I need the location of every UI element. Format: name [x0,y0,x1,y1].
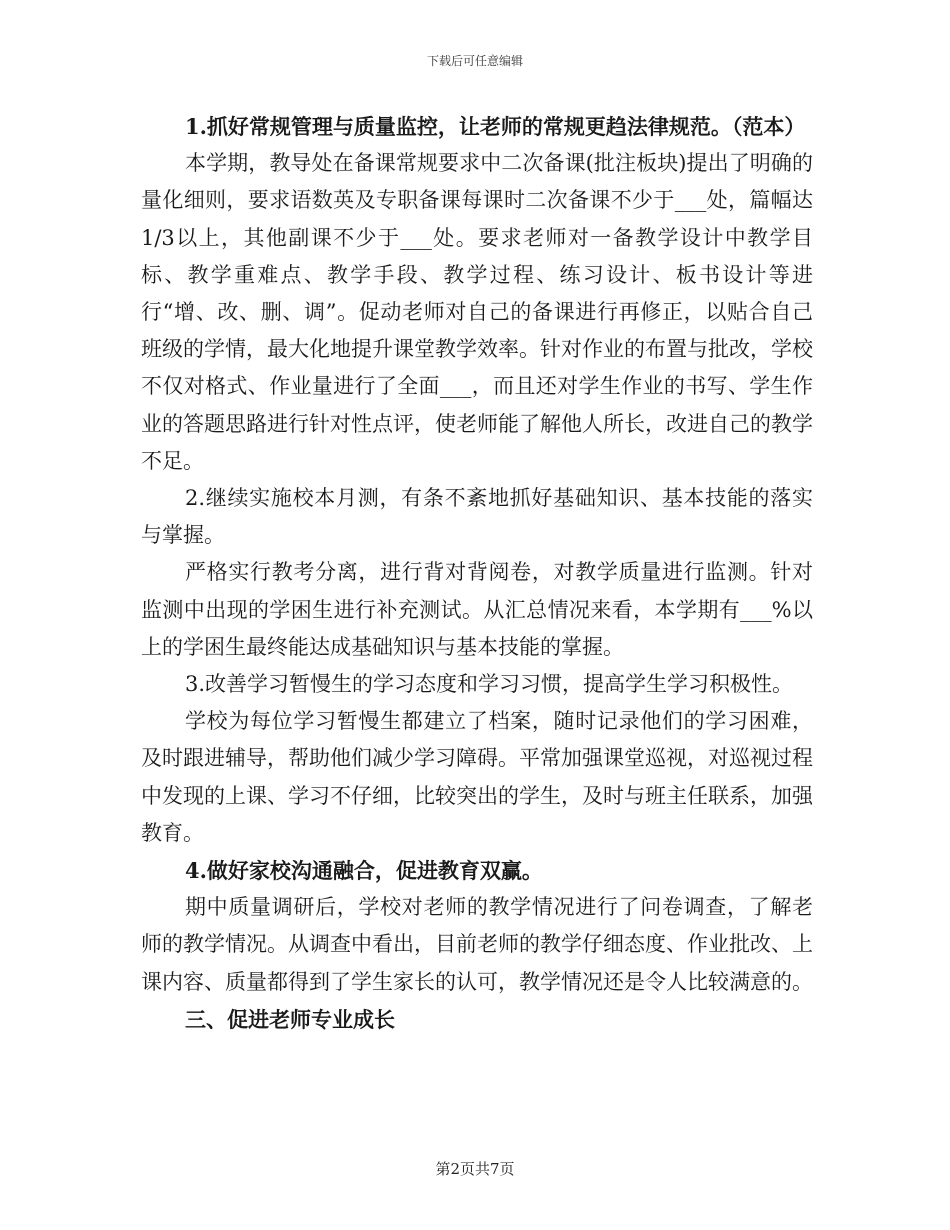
section-heading-4: 4.做好家校沟通融合，促进教育双赢。 [185,858,543,884]
body-paragraph-1: 本学期，教导处在备课常规要求中二次备课(批注板块)提出了明确的量化细则，要求语数英及专职备课每课时二次备课不少于___处，篇幅达1/3以上，其他副课不少于___处。要求老师对一备教学设计中教学目标、教学重难点、教学手段、教学过程、练习设计、板书设计等进行“增、改、删、调”。促动老师对自己的备课进行再修正，以贴合自己班级的学情，最大化地提升课堂教学效率。针对作业的布置与批改，学校不仅对格式、作业量进行了全面___，而且还对学生作业的书写、学生作业的答题思路进行针对性点评，使老师能了解他人所长，改进自己的教学不足。 [141,151,813,473]
chapter-heading: 三、促进老师专业成长 [185,1006,395,1032]
section-heading-2: 2.继续实施校本月测，有条不紊地抓好基础知识、基本技能的落实与掌握。 [141,486,813,548]
section-heading-3: 3.改善学习暂慢生的学习态度和学习习惯，提高学生学习积极性。 [185,672,794,697]
body-paragraph-4: 期中质量调研后，学校对老师的教学情况进行了问卷调查，了解老师的教学情况。从调查中看出，目前老师的教学仔细态度、作业批改、上课内容、质量都得到了学生家长的认可，教学情况还是令人比较满意的。 [141,895,813,994]
page-number: 第2页共7页 [435,1160,515,1178]
body-paragraph-2: 严格实行教考分离，进行背对背阅卷，对教学质量进行监测。针对监测中出现的学困生进行补充测试。从汇总情况来看，本学期有___%以上的学困生最终能达成基础知识与基本技能的掌握。 [141,560,813,659]
document-body [141,108,813,1038]
page-header-note: 下载后可任意编辑 [426,54,523,68]
body-paragraph-3: 学校为每位学习暂慢生都建立了档案，随时记录他们的学习困难，及时跟进辅导，帮助他们减少学习障碍。平常加强课堂巡视，对巡视过程中发现的上课、学习不仔细，比较突出的学生，及时与班主任联系，加强教育。 [141,709,813,845]
section-heading-1: 1.抓好常规管理与质量监控，让老师的常规更趋法律规范。（范本） [185,114,806,139]
